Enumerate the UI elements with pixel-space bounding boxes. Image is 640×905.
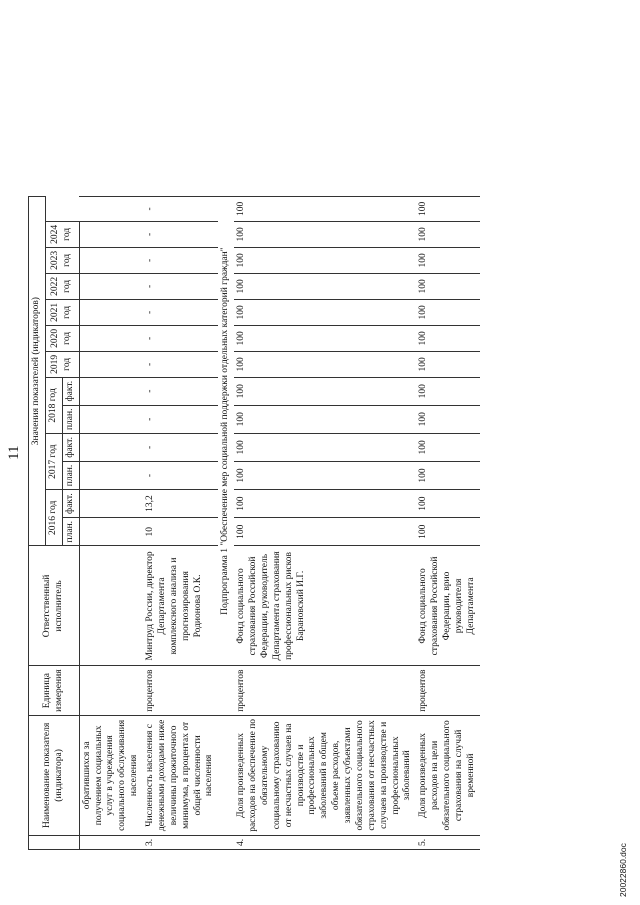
- row-value: 100: [234, 434, 416, 462]
- row-value: 100: [416, 461, 479, 490]
- row-name: Доля произведенных расходов на цели обязательного социального страхования на случай временной: [416, 715, 479, 835]
- header-2016: 2016 год: [45, 490, 62, 546]
- row-value: 100: [234, 351, 416, 377]
- header-2022: 2022 год: [45, 273, 79, 299]
- row-value: 10: [143, 517, 218, 546]
- header-executor: Ответственный исполнитель: [29, 546, 80, 666]
- table-row: [416, 196, 479, 849]
- subprogram-row: [218, 196, 234, 849]
- subprogram-spacer-unit: [218, 666, 234, 715]
- row-name: Доля произведенных расходов на обеспечение по обязательному социальному страхованию от несчастных случаев на производстве и профессиональных заболеваний в общем объеме расходов, заявленных субъектами обязательного социального страхования от несчастных случаев на производстве и профессиональных заболеваний: [234, 715, 416, 835]
- page-number: 11: [6, 445, 22, 460]
- row-value: 100: [416, 405, 479, 434]
- header-2016-plan: план.: [62, 517, 79, 546]
- header-no: [29, 835, 80, 849]
- header-2024: 2024 год: [45, 221, 79, 247]
- row-value: [79, 461, 143, 490]
- row-value: 100: [234, 299, 416, 325]
- header-2017-fact: факт.: [62, 434, 79, 462]
- subprogram-title: Подпрограмма 1 "Обеспечение мер социальной поддержки отдельных категорий граждан": [218, 196, 234, 666]
- row-value: [79, 351, 143, 377]
- row-no: 5.: [416, 835, 479, 849]
- row-value: [79, 325, 143, 351]
- header-2020: 2020 год: [45, 325, 79, 351]
- row-value: [79, 196, 143, 221]
- row-value: 100: [234, 405, 416, 434]
- header-2016-fact: факт.: [62, 490, 79, 518]
- row-value: 100: [234, 196, 416, 221]
- row-no: 3.: [143, 835, 218, 849]
- header-2017-plan: план.: [62, 461, 79, 490]
- header-name: Наименование показателя (индикатора): [29, 715, 80, 835]
- row-value: [79, 434, 143, 462]
- row-value: [79, 299, 143, 325]
- row-value: 100: [416, 517, 479, 546]
- row-value: [79, 490, 143, 518]
- header-2023: 2023 год: [45, 247, 79, 273]
- header-row-1: [29, 196, 46, 849]
- row-value: -: [143, 221, 218, 247]
- row-value: [79, 273, 143, 299]
- subprogram-no: [218, 835, 234, 849]
- row-value: -: [143, 434, 218, 462]
- header-2018-fact: факт.: [62, 377, 79, 405]
- header-2021: 2021 год: [45, 299, 79, 325]
- header-unit: Единица измерения: [29, 666, 80, 715]
- row-value: -: [143, 351, 218, 377]
- row-value: -: [143, 377, 218, 405]
- header-2018: 2018 год: [45, 377, 62, 433]
- row-value: -: [143, 273, 218, 299]
- row-unit: [79, 666, 143, 715]
- document-id: 20022860.doc: [618, 843, 628, 897]
- row-no: [79, 835, 143, 849]
- row-name: Численность населения с денежными доходами ниже величины прожиточного минимума, в процентах от общей численности населения: [143, 715, 218, 835]
- row-no: 4.: [234, 835, 416, 849]
- row-value: [79, 517, 143, 546]
- header-2018-plan: план.: [62, 405, 79, 434]
- table-row: [234, 196, 416, 849]
- header-values-group: Значения показателей (индикаторов): [29, 196, 46, 546]
- row-unit: процентов: [234, 666, 416, 715]
- row-unit: процентов: [143, 666, 218, 715]
- row-executor: Минтруд России, директор Департамента комплексного анализа и прогнозирования Родионова О.К.: [143, 546, 218, 666]
- row-value: [79, 405, 143, 434]
- row-value: -: [143, 325, 218, 351]
- row-value: -: [143, 299, 218, 325]
- row-value: 100: [234, 377, 416, 405]
- row-executor: [79, 546, 143, 666]
- table-row: [143, 196, 218, 849]
- row-value: 100: [234, 325, 416, 351]
- row-value: 100: [234, 490, 416, 518]
- row-value: 100: [416, 273, 479, 299]
- indicators-table: [28, 196, 480, 850]
- row-value: 100: [234, 517, 416, 546]
- row-value: 100: [416, 377, 479, 405]
- row-value: 100: [416, 299, 479, 325]
- row-value: 100: [416, 490, 479, 518]
- subprogram-spacer-name: [218, 715, 234, 835]
- header-2017: 2017 год: [45, 434, 62, 490]
- row-value: 100: [234, 221, 416, 247]
- row-executor: Фонд социального страхования Российской Федерации, врио руководителя Департамента: [416, 546, 479, 666]
- row-value: 100: [416, 221, 479, 247]
- row-value: 100: [234, 247, 416, 273]
- row-name: обратившихся за получением социальных услуг в учреждения социального обслуживания населения: [79, 715, 143, 835]
- table-row: [79, 196, 143, 849]
- row-value: 100: [416, 434, 479, 462]
- row-executor: Фонд социального страхования Российской Федерации, руководитель Департамента страхования профессиональных рисков Барановский И.Г.: [234, 546, 416, 666]
- row-value: 100: [416, 247, 479, 273]
- row-value: -: [143, 461, 218, 490]
- row-value: 100: [416, 196, 479, 221]
- row-value: 100: [234, 273, 416, 299]
- row-value: -: [143, 405, 218, 434]
- row-value: [79, 377, 143, 405]
- row-value: -: [143, 247, 218, 273]
- row-value: [79, 221, 143, 247]
- row-value: 100: [234, 461, 416, 490]
- row-value: [79, 247, 143, 273]
- row-value: 100: [416, 351, 479, 377]
- row-value: -: [143, 196, 218, 221]
- row-value: 13,2: [143, 490, 218, 518]
- row-unit: процентов: [416, 666, 479, 715]
- row-value: 100: [416, 325, 479, 351]
- header-2019: 2019 год: [45, 351, 79, 377]
